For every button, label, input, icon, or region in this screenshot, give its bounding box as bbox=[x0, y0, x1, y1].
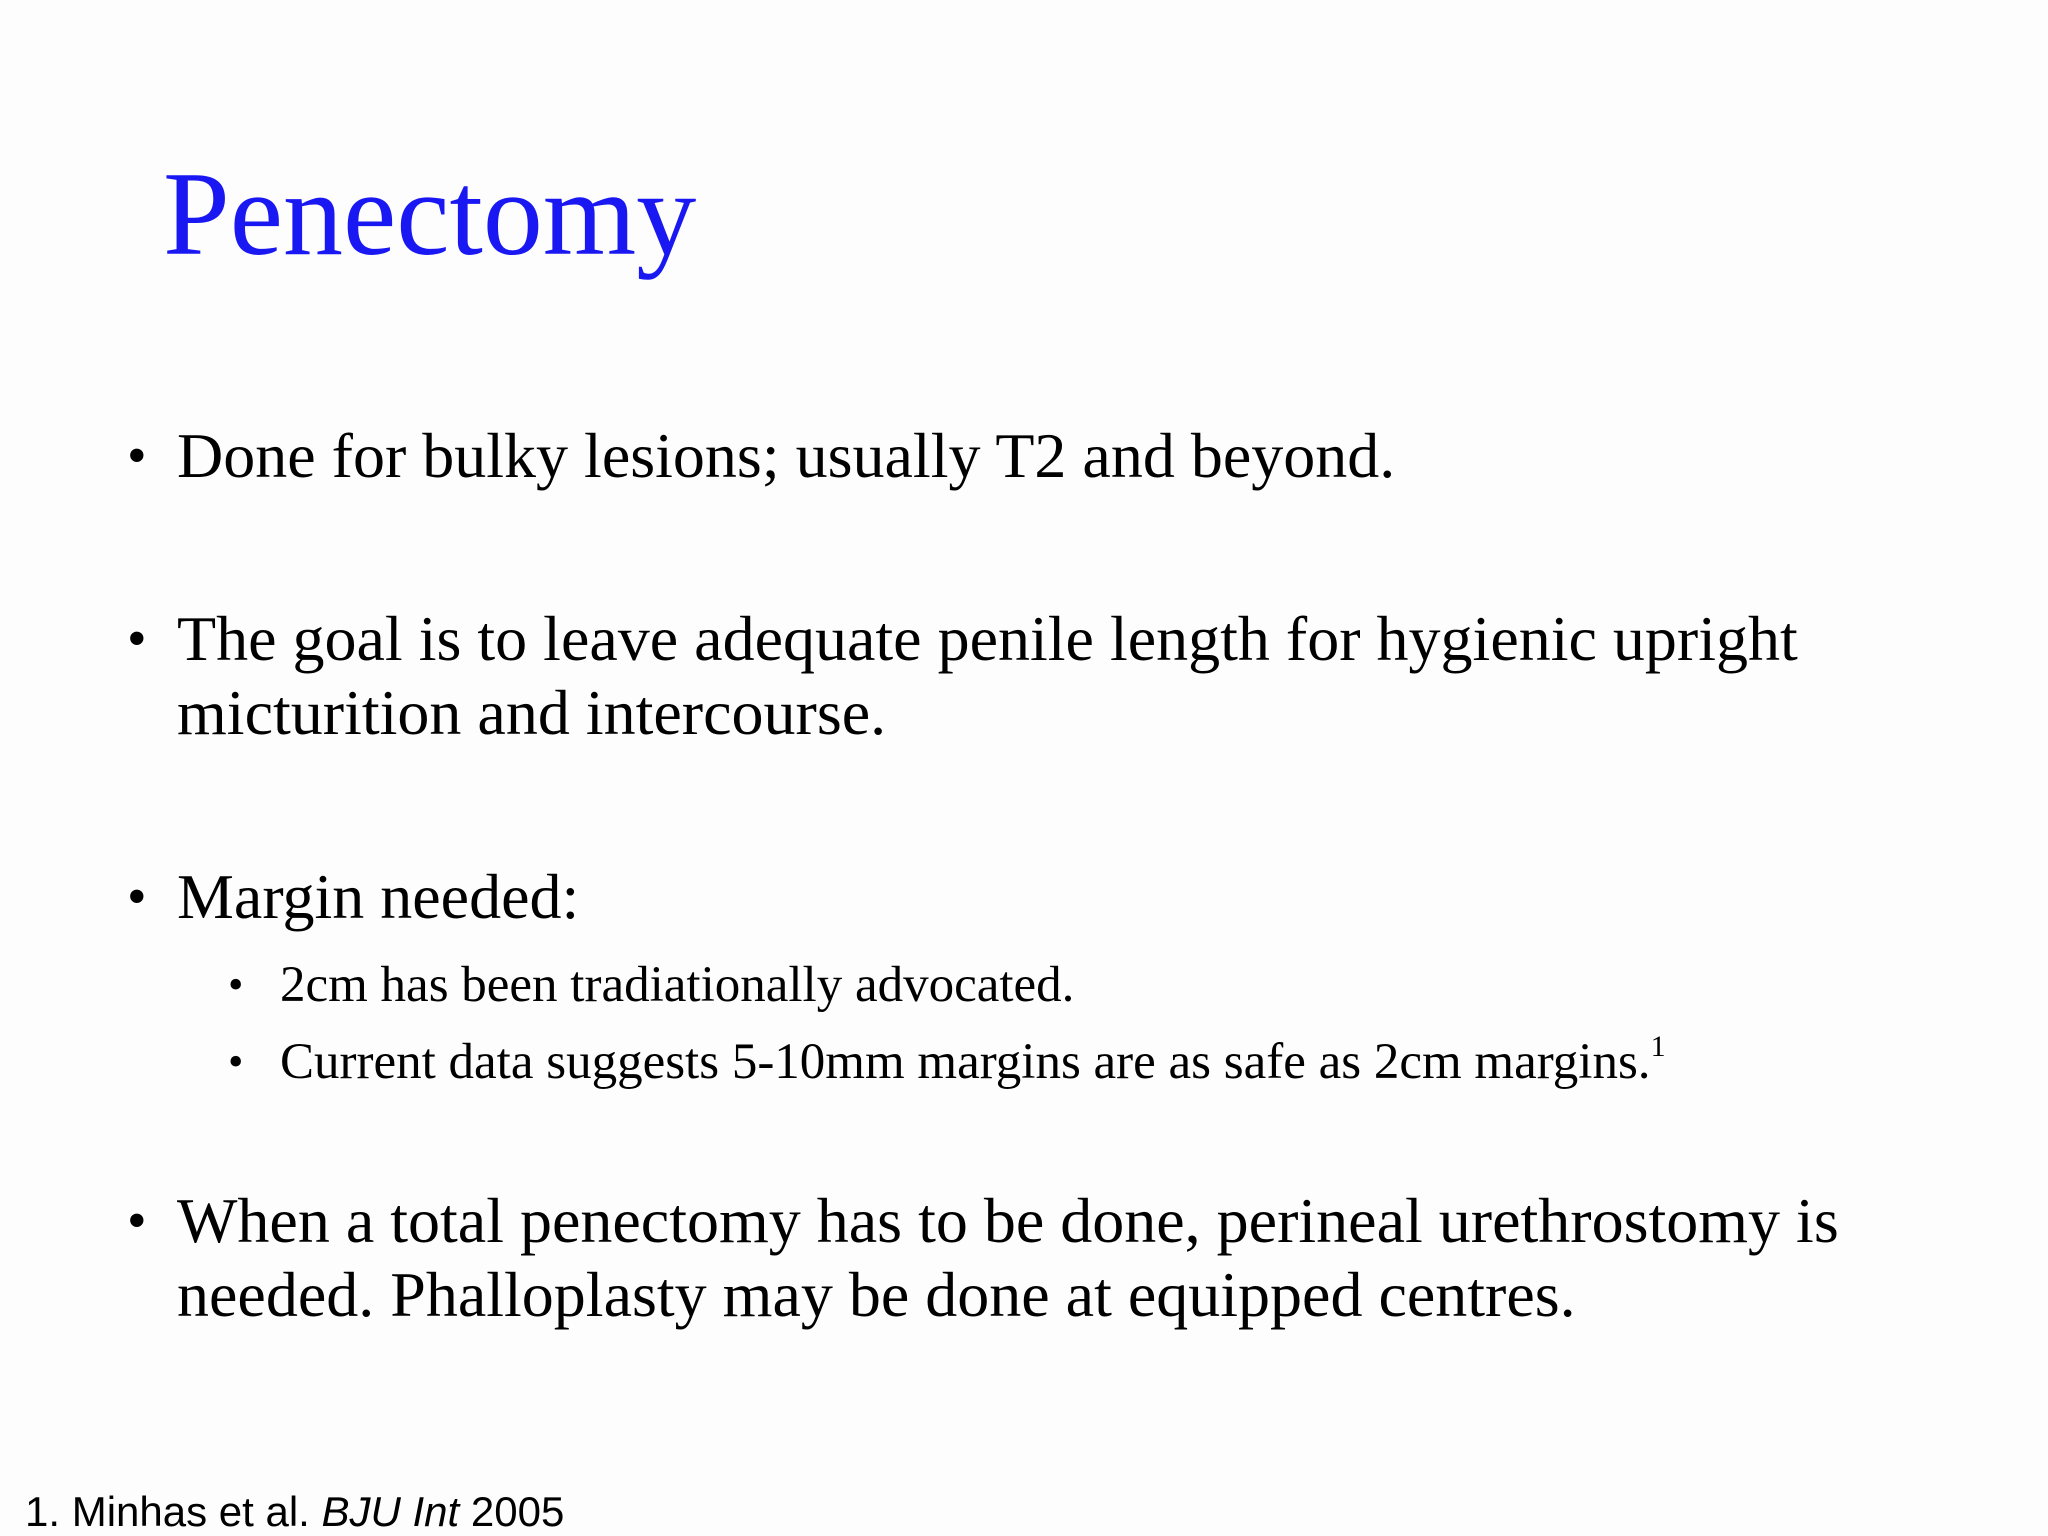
sub-bullet-text-wrap bbox=[280, 1032, 1666, 1092]
bullet-text: When a total penectomy has to be done, perineal urethrostomy is needed. Phalloplasty may be done at equipped centres. bbox=[177, 1185, 1839, 1330]
bullet-text: Margin needed: bbox=[177, 861, 580, 932]
bullet-item bbox=[127, 1184, 2007, 1332]
sub-bullet-text: 2cm has been tradiationally advocated. bbox=[280, 957, 1075, 1013]
citation-superscript: 1 bbox=[1650, 1030, 1666, 1063]
bullet-item bbox=[127, 602, 2007, 750]
sub-bullet-marker: • bbox=[228, 1037, 244, 1086]
sub-bullet-item bbox=[228, 955, 2008, 1015]
slide-title: Penectomy bbox=[163, 147, 697, 280]
bullet-marker: • bbox=[127, 608, 147, 670]
bullet-item bbox=[127, 419, 2007, 493]
bullet-marker: • bbox=[127, 1190, 147, 1252]
bullet-text: Done for bulky lesions; usually T2 and beyond. bbox=[177, 420, 1396, 491]
footnote-number: 1. bbox=[25, 1488, 61, 1535]
sub-bullet-item bbox=[228, 1032, 2008, 1092]
bullet-item bbox=[127, 860, 2007, 934]
sub-bullet-text: Current data suggests 5-10mm margins are as safe as 2cm margins. bbox=[280, 1034, 1651, 1090]
sub-bullet-marker: • bbox=[228, 960, 244, 1009]
footnote bbox=[25, 1488, 564, 1536]
bullet-marker: • bbox=[127, 425, 147, 487]
footnote-authors: Minhas et al. bbox=[71, 1488, 310, 1535]
footnote-year: 2005 bbox=[470, 1488, 565, 1535]
bullet-marker: • bbox=[127, 866, 147, 928]
bullet-text: The goal is to leave adequate penile length for hygienic upright micturition and intercourse. bbox=[177, 603, 1798, 748]
footnote-journal: BJU Int bbox=[321, 1488, 460, 1535]
